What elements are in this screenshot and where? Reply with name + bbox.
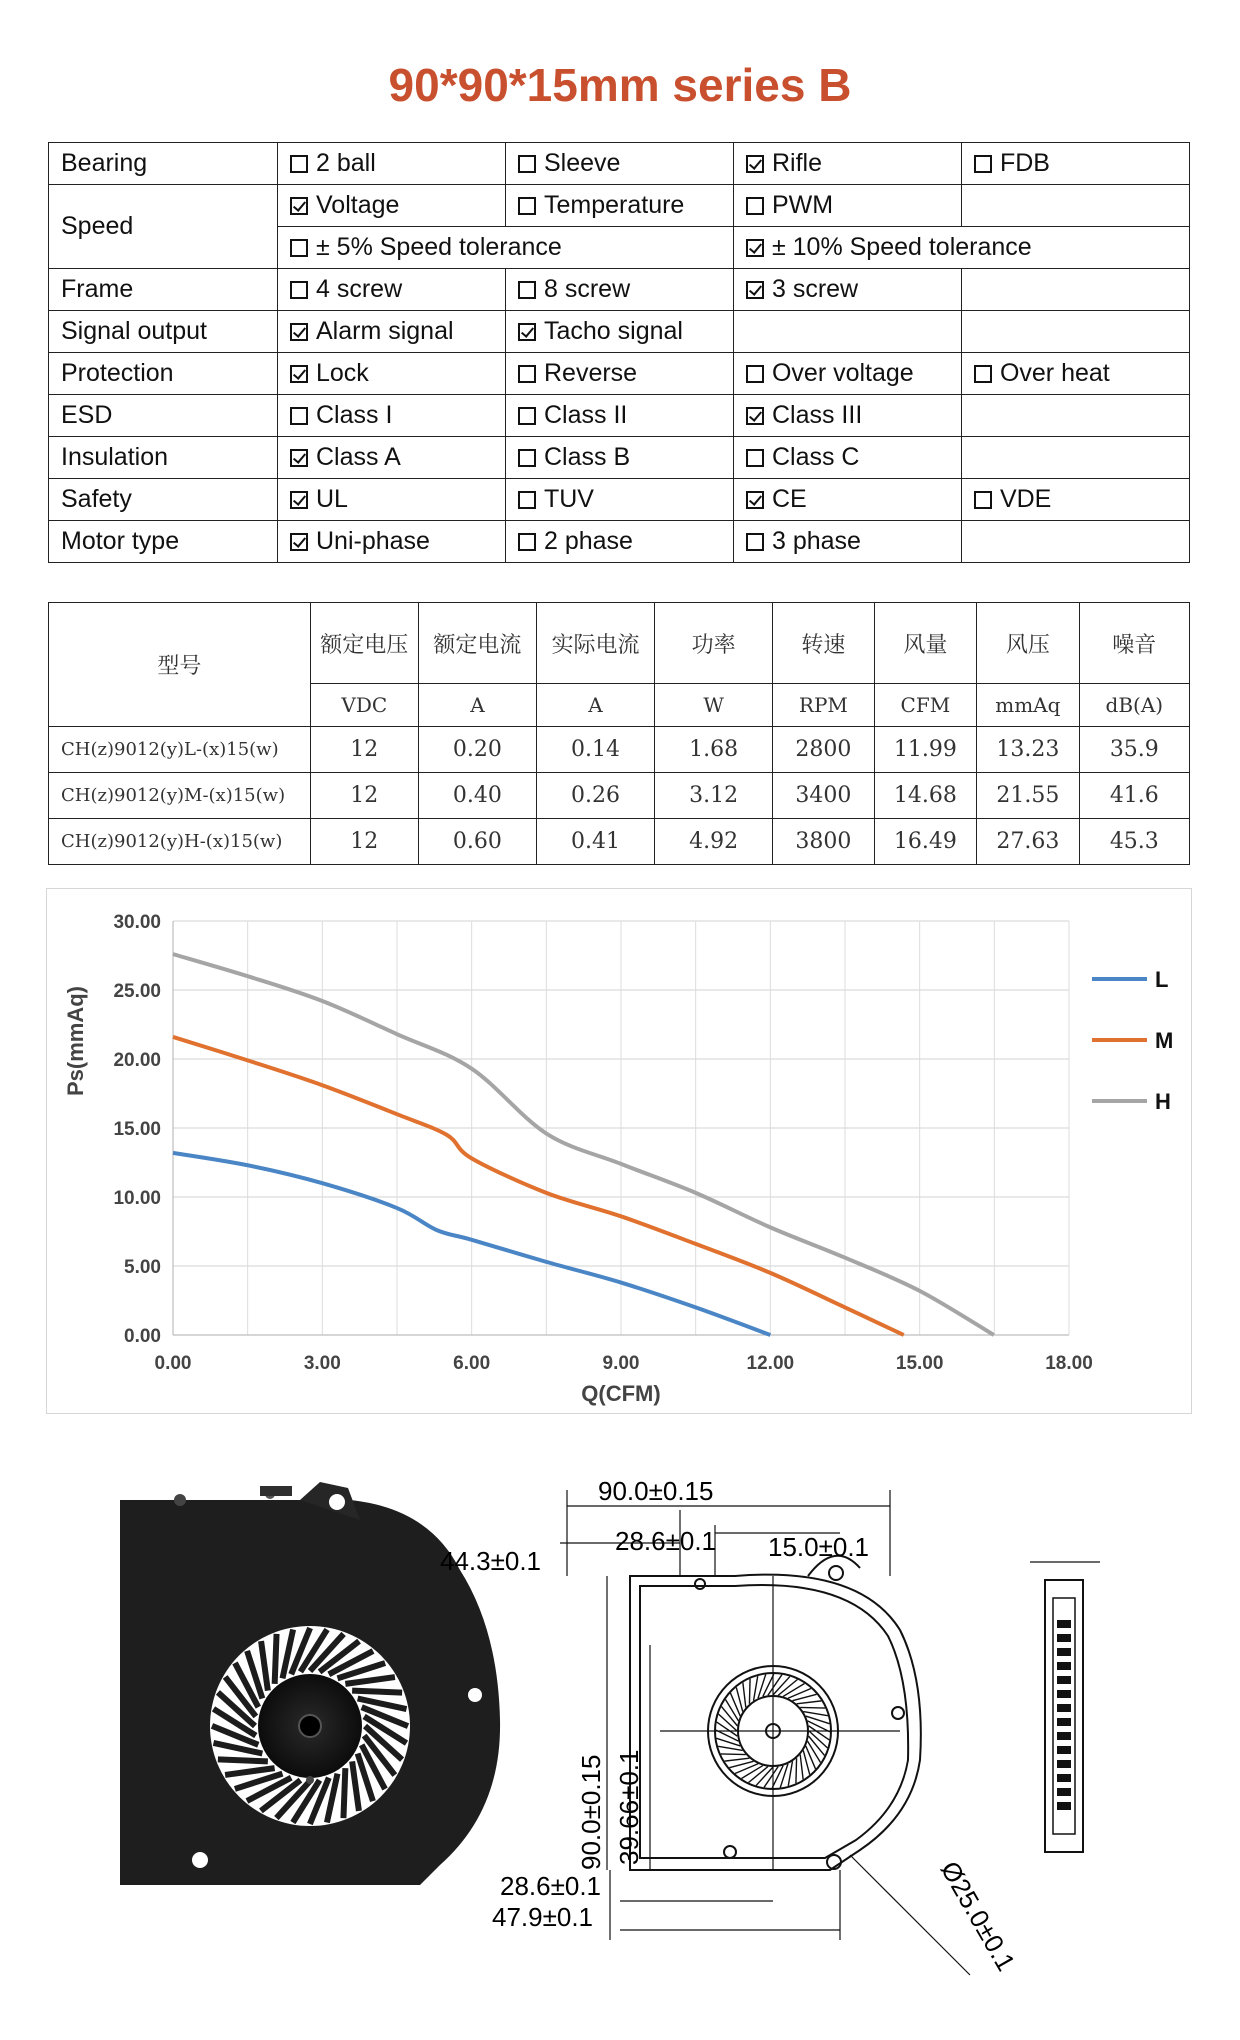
spec-option-cell [733, 311, 961, 353]
column-header: 功率 [655, 603, 773, 684]
y-tick-label: 30.00 [113, 912, 161, 933]
spec-option-cell [961, 143, 1189, 185]
spec-label: Motor type [49, 521, 278, 563]
spec-option-cell [733, 521, 961, 563]
unchecked-box-icon [290, 239, 308, 257]
spec-option-cell [733, 269, 961, 311]
unchecked-box-icon [518, 407, 536, 425]
spec-option-label: Tacho signal [543, 317, 683, 345]
unit-header: CFM [874, 684, 976, 727]
spec-option-label: Rifle [771, 149, 822, 177]
spec-option-cell [505, 185, 733, 227]
x-tick-label: 12.00 [746, 1353, 795, 1374]
spec-option-cell [505, 521, 733, 563]
perf-header-row [49, 603, 1190, 684]
spec-label: ESD [49, 395, 278, 437]
dim-top-offset: 28.6±0.1 [615, 1526, 717, 1556]
checked-box-icon [746, 407, 764, 425]
y-axis-label: Ps(mmAq) [63, 985, 88, 1097]
x-axis-label: Q(CFM) [581, 1381, 661, 1406]
column-header: 转速 [773, 603, 874, 684]
side-vent-slat [1057, 1760, 1071, 1768]
impeller-blade [743, 1683, 746, 1708]
spec-option-label: Reverse [543, 359, 638, 387]
spec-option-cell [278, 395, 506, 437]
value-cell: 13.23 [977, 727, 1080, 773]
side-vent-slat [1057, 1802, 1071, 1810]
side-vent-slat [1057, 1634, 1071, 1642]
spec-row [49, 479, 1190, 521]
unchecked-box-icon [518, 281, 536, 299]
y-tick-label: 0.00 [124, 1326, 161, 1347]
spec-label: Signal output [49, 311, 278, 353]
spec-option-cell [505, 143, 733, 185]
spec-option-cell [733, 185, 961, 227]
unchecked-box-icon [518, 365, 536, 383]
fan-blade [352, 1691, 402, 1693]
column-header: 噪音 [1079, 603, 1189, 684]
x-tick-label: 9.00 [602, 1353, 640, 1374]
checked-box-icon [290, 197, 308, 215]
unit-header: A [418, 684, 536, 727]
impeller-blade [725, 1699, 738, 1720]
spec-option-label: Temperature [543, 191, 685, 219]
unchecked-box-icon [746, 449, 764, 467]
spec-row [49, 185, 1190, 227]
perf-row [49, 773, 1190, 819]
model-header: 型号 [49, 603, 311, 727]
model-cell: CH(z)9012(y)H-(x)15(w) [49, 819, 311, 865]
fan-blade [343, 1768, 345, 1818]
unchecked-box-icon [518, 449, 536, 467]
pq-chart [47, 889, 1190, 1412]
value-cell: 2800 [773, 727, 874, 773]
spec-row [49, 437, 1190, 479]
unit-header: dB(A) [1079, 684, 1189, 727]
dim-overall-height: 90.0±0.15 [576, 1754, 606, 1870]
column-header: 额定电压 [310, 603, 418, 684]
spec-option-cell [278, 185, 506, 227]
spec-row [49, 311, 1190, 353]
side-vent-slat [1057, 1718, 1071, 1726]
page-title: 90*90*15mm series B [388, 59, 852, 111]
spec-label: Bearing [49, 143, 278, 185]
spec-option-cell [278, 521, 506, 563]
impeller-blade [788, 1761, 792, 1786]
spec-option-label: Over heat [999, 359, 1110, 387]
checked-box-icon [290, 323, 308, 341]
value-cell: 3400 [773, 773, 874, 819]
side-vent-slat [1057, 1788, 1071, 1796]
spec-row [49, 353, 1190, 395]
side-vent-slat [1057, 1704, 1071, 1712]
side-vent-slat [1057, 1690, 1071, 1698]
spec-option-label: FDB [999, 149, 1050, 177]
spec-option-label: Class II [543, 401, 628, 429]
column-header: 额定电流 [418, 603, 536, 684]
fan-product-photo [120, 1480, 520, 1890]
spec-row [49, 395, 1190, 437]
y-tick-label: 25.00 [113, 981, 161, 1002]
side-vent-slat [1057, 1662, 1071, 1670]
value-cell: 0.40 [418, 773, 536, 819]
spec-option-cell [961, 437, 1189, 479]
spec-label: Safety [49, 479, 278, 521]
checked-box-icon [290, 449, 308, 467]
impeller-blade [783, 1683, 804, 1696]
legend-label: H [1155, 1089, 1171, 1114]
dim-bottom-width: 47.9±0.1 [492, 1902, 594, 1932]
impeller-blade [808, 1741, 821, 1762]
x-tick-label: 3.00 [303, 1353, 341, 1374]
spec-option-cell [733, 395, 961, 437]
spec-option-cell [505, 479, 733, 521]
spec-option-cell [961, 269, 1189, 311]
spec-option-label: Uni-phase [316, 527, 430, 555]
impeller-blade [797, 1701, 822, 1704]
value-cell: 27.63 [977, 819, 1080, 865]
spec-option-label: Class I [316, 401, 393, 429]
y-tick-label: 10.00 [113, 1188, 161, 1209]
spec-label: Insulation [49, 437, 278, 479]
spec-option-label: VDE [999, 485, 1052, 513]
series-line-M [173, 1037, 904, 1335]
side-vent-slat [1057, 1732, 1071, 1740]
pq-chart-frame [46, 888, 1192, 1414]
spec-option-cell [733, 437, 961, 479]
spec-option-label: Voltage [316, 191, 400, 219]
unit-header: A [536, 684, 654, 727]
dim-left-offset: 44.3±0.1 [440, 1546, 542, 1576]
fan-blade [218, 1759, 268, 1761]
checked-box-icon [290, 533, 308, 551]
impeller-blade [800, 1755, 803, 1780]
spec-option-cell [505, 437, 733, 479]
impeller-blade [803, 1712, 828, 1716]
impeller-blade [725, 1758, 750, 1761]
value-cell: 35.9 [1079, 727, 1189, 773]
spec-option-cell [505, 353, 733, 395]
spec-option-cell [733, 227, 1189, 269]
unchecked-box-icon [290, 407, 308, 425]
value-cell: 0.41 [536, 819, 654, 865]
spec-option-label: 4 screw [316, 275, 403, 303]
side-vent-slat [1057, 1676, 1071, 1684]
spec-table [48, 142, 1190, 563]
x-tick-label: 18.00 [1045, 1353, 1093, 1374]
legend-label: L [1155, 967, 1169, 992]
value-cell: 4.92 [655, 819, 773, 865]
dim-diameter: Ø25.0±0.1 [934, 1856, 1022, 1977]
model-cell: CH(z)9012(y)L-(x)15(w) [49, 727, 311, 773]
unchecked-box-icon [974, 155, 992, 173]
y-tick-label: 5.00 [124, 1257, 161, 1278]
spec-row [49, 521, 1190, 563]
spec-row [49, 143, 1190, 185]
spec-option-cell [961, 479, 1189, 521]
x-tick-label: 0.00 [154, 1353, 192, 1374]
value-cell: 41.6 [1079, 773, 1189, 819]
checked-box-icon [746, 491, 764, 509]
spec-label: Protection [49, 353, 278, 395]
impeller-blade [721, 1754, 746, 1755]
spec-option-label: PWM [771, 191, 834, 219]
impeller-blade [718, 1746, 743, 1750]
spec-option-label: CE [771, 485, 807, 513]
checked-box-icon [746, 281, 764, 299]
spec-option-cell [733, 479, 961, 521]
spec-option-label: Class A [316, 443, 401, 471]
impeller-blade [754, 1676, 758, 1701]
spec-option-label: Alarm signal [316, 317, 454, 345]
value-cell: 11.99 [874, 727, 976, 773]
unchecked-box-icon [518, 197, 536, 215]
unchecked-box-icon [518, 491, 536, 509]
y-tick-label: 20.00 [113, 1050, 161, 1071]
spec-option-cell [278, 269, 506, 311]
spec-option-cell [278, 437, 506, 479]
spec-option-cell [505, 395, 733, 437]
value-cell: 12 [310, 819, 418, 865]
spec-option-cell [961, 353, 1189, 395]
spec-option-label: TUV [543, 485, 594, 513]
checked-box-icon [290, 365, 308, 383]
impeller-blade [800, 1707, 825, 1708]
column-header: 风压 [977, 603, 1080, 684]
value-cell: 16.49 [874, 819, 976, 865]
spec-option-label: 2 ball [316, 149, 376, 177]
column-header: 风量 [874, 603, 976, 684]
spec-option-label: Class B [543, 443, 631, 471]
checked-box-icon [746, 239, 764, 257]
unchecked-box-icon [974, 365, 992, 383]
spec-option-label: Class III [771, 401, 863, 429]
side-vent-slat [1057, 1774, 1071, 1782]
spec-option-cell [961, 521, 1189, 563]
perf-row [49, 819, 1190, 865]
spec-label: Speed [49, 185, 278, 269]
column-header: 实际电流 [536, 603, 654, 684]
model-cell: CH(z)9012(y)M-(x)15(w) [49, 773, 311, 819]
spec-option-cell [961, 311, 1189, 353]
value-cell: 3.12 [655, 773, 773, 819]
value-cell: 14.68 [874, 773, 976, 819]
x-tick-label: 6.00 [453, 1353, 491, 1374]
value-cell: 0.20 [418, 727, 536, 773]
spec-option-cell [278, 143, 506, 185]
spec-option-label: 8 screw [543, 275, 631, 303]
spec-row [49, 269, 1190, 311]
unchecked-box-icon [290, 155, 308, 173]
value-cell: 0.60 [418, 819, 536, 865]
spec-option-label: 3 phase [771, 527, 861, 555]
unit-header: VDC [310, 684, 418, 727]
spec-option-label: 2 phase [543, 527, 633, 555]
checked-box-icon [746, 155, 764, 173]
checked-box-icon [290, 491, 308, 509]
unchecked-box-icon [746, 533, 764, 551]
unit-header: W [655, 684, 773, 727]
unchecked-box-icon [974, 491, 992, 509]
legend-label: M [1155, 1028, 1174, 1053]
value-cell: 3800 [773, 819, 874, 865]
value-cell: 12 [310, 773, 418, 819]
dim-overall-width: 90.0±0.15 [598, 1476, 714, 1506]
value-cell: 12 [310, 727, 418, 773]
side-vent-slat [1057, 1648, 1071, 1656]
fan-blade [275, 1634, 277, 1684]
spec-option-label: ± 5% Speed tolerance [316, 233, 562, 261]
unit-header: RPM [773, 684, 874, 727]
dimension-drawing [440, 1470, 1220, 1990]
x-tick-label: 15.00 [895, 1353, 944, 1374]
dim-hub-height: 39.66±0.1 [614, 1749, 644, 1865]
spec-option-label: Over voltage [771, 359, 914, 387]
spec-option-label: Lock [316, 359, 369, 387]
spec-option-label: Sleeve [543, 149, 621, 177]
impeller-blade [796, 1758, 797, 1783]
unchecked-box-icon [518, 533, 536, 551]
value-cell: 45.3 [1079, 819, 1189, 865]
spec-option-label: UL [316, 485, 348, 513]
spec-option-cell [733, 353, 961, 395]
impeller-blade [716, 1738, 740, 1746]
unit-header: mmAq [977, 684, 1080, 727]
impeller-blade [749, 1679, 750, 1704]
unchecked-box-icon [746, 365, 764, 383]
dim-bottom-offset: 28.6±0.1 [500, 1871, 602, 1901]
spec-option-cell [733, 143, 961, 185]
spec-option-cell [278, 479, 506, 521]
unchecked-box-icon [518, 155, 536, 173]
value-cell: 0.14 [536, 727, 654, 773]
side-vent-slat [1057, 1746, 1071, 1754]
impeller-blade [741, 1766, 762, 1779]
impeller-blade [780, 1764, 788, 1788]
spec-option-label: Class C [771, 443, 860, 471]
spec-option-cell [505, 311, 733, 353]
perf-row [49, 727, 1190, 773]
dim-thickness: 15.0±0.1 [768, 1532, 870, 1562]
spec-option-cell [278, 353, 506, 395]
spec-option-label: 3 screw [771, 275, 859, 303]
spec-option-cell [278, 311, 506, 353]
spec-label: Frame [49, 269, 278, 311]
impeller-blade [758, 1674, 766, 1698]
impeller-blade [806, 1716, 830, 1724]
series-line-H [173, 954, 994, 1335]
unchecked-box-icon [290, 281, 308, 299]
checked-box-icon [518, 323, 536, 341]
spec-option-cell [505, 269, 733, 311]
value-cell: 1.68 [655, 727, 773, 773]
spec-option-cell [278, 227, 734, 269]
y-tick-label: 15.00 [113, 1119, 161, 1140]
spec-option-cell [961, 185, 1189, 227]
value-cell: 0.26 [536, 773, 654, 819]
side-vent-slat [1057, 1620, 1071, 1628]
spec-option-label: ± 10% Speed tolerance [771, 233, 1032, 261]
value-cell: 21.55 [977, 773, 1080, 819]
unchecked-box-icon [746, 197, 764, 215]
performance-table [48, 602, 1190, 865]
spec-option-cell [961, 395, 1189, 437]
